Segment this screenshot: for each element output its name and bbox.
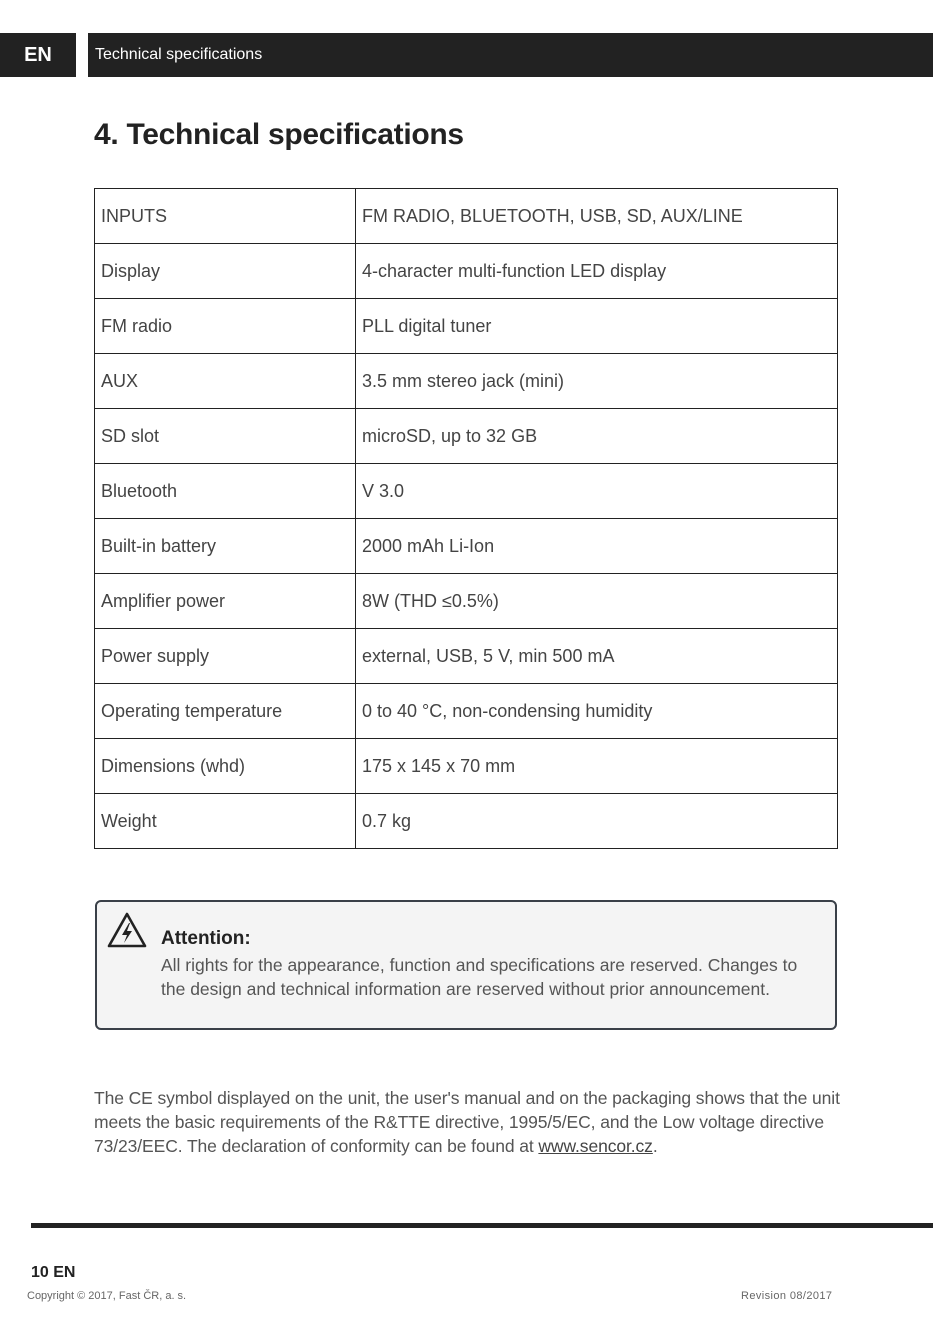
spec-value: 2000 mAh Li-Ion <box>356 519 838 574</box>
spec-label: FM radio <box>95 299 356 354</box>
spec-value: PLL digital tuner <box>356 299 838 354</box>
spec-row <box>95 244 838 299</box>
specifications-table <box>94 188 838 849</box>
spec-value: external, USB, 5 V, min 500 mA <box>356 629 838 684</box>
spec-label: Dimensions (whd) <box>95 739 356 794</box>
spec-label: Bluetooth <box>95 464 356 519</box>
ce-notice-end: . <box>652 1136 658 1156</box>
spec-value: V 3.0 <box>356 464 838 519</box>
spec-row <box>95 684 838 739</box>
attention-text: All rights for the appearance, function and specifications are reserved. Changes to the design and technical information are reserved without prior announcement. <box>161 955 798 999</box>
page-number: 10 EN <box>31 1264 76 1281</box>
spec-value: 8W (THD ≤0.5%) <box>356 574 838 629</box>
spec-row <box>95 464 838 519</box>
spec-label: Power supply <box>95 629 356 684</box>
spec-row <box>95 299 838 354</box>
spec-label: AUX <box>95 354 356 409</box>
attention-title: Attention: <box>161 928 251 949</box>
spec-label: Amplifier power <box>95 574 356 629</box>
spec-label: Weight <box>95 794 356 849</box>
spec-label: SD slot <box>95 409 356 464</box>
spec-value: 3.5 mm stereo jack (mini) <box>356 354 838 409</box>
spec-label: Operating temperature <box>95 684 356 739</box>
spec-value: 0.7 kg <box>356 794 838 849</box>
sencor-link[interactable]: www.sencor.cz <box>538 1136 653 1156</box>
warning-high-voltage-icon <box>107 912 147 948</box>
footer-divider <box>31 1223 933 1228</box>
section-title: Technical specifications <box>88 33 933 77</box>
page-title: 4. Technical specifications <box>94 118 464 151</box>
spec-value: FM RADIO, BLUETOOTH, USB, SD, AUX/LINE <box>356 189 838 244</box>
spec-row <box>95 574 838 629</box>
copyright-text: Copyright © 2017, Fast ČR, a. s. <box>27 1290 187 1302</box>
spec-row <box>95 189 838 244</box>
attention-box <box>95 900 837 1030</box>
spec-label: INPUTS <box>95 189 356 244</box>
spec-row <box>95 739 838 794</box>
ce-notice <box>94 1086 844 1158</box>
spec-label: Display <box>95 244 356 299</box>
language-label: EN <box>0 33 76 77</box>
spec-row <box>95 629 838 684</box>
spec-value: 4-character multi-function LED display <box>356 244 838 299</box>
spec-value: 175 x 145 x 70 mm <box>356 739 838 794</box>
spec-value: microSD, up to 32 GB <box>356 409 838 464</box>
spec-value: 0 to 40 °C, non-condensing humidity <box>356 684 838 739</box>
spec-row <box>95 519 838 574</box>
header-bar <box>0 33 933 77</box>
ce-notice-text: The CE symbol displayed on the unit, the user's manual and on the packaging shows that the unit meets the basic requirements of the R&TTE directive, 1995/5/EC, and the Low voltage directive 73/23/EEC. The declaration of conformity can be found at <box>94 1088 840 1156</box>
spec-row <box>95 794 838 849</box>
spec-row <box>95 354 838 409</box>
spec-row <box>95 409 838 464</box>
revision-text: Revision 08/2017 <box>741 1290 833 1302</box>
spec-label: Built-in battery <box>95 519 356 574</box>
